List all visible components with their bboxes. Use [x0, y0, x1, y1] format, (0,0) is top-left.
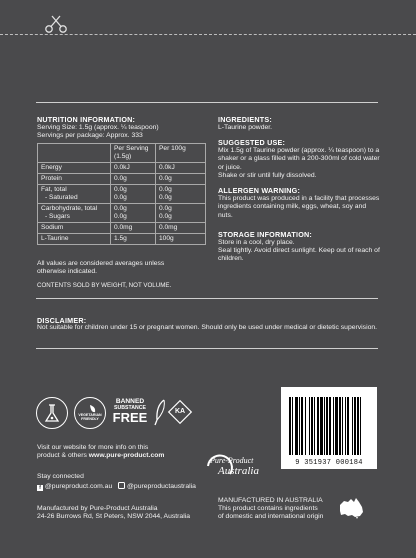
banned-line-2: SUBSTANCE: [114, 405, 146, 411]
row-label: Energy: [38, 163, 111, 174]
row-sublabel: - Saturated: [45, 194, 78, 201]
suggested-use-text: Mix 1.5g of Taurine powder (approx. ¼ teaspoon) to a shaker or a glass filled with a 200-300ml of cold water or juice.: [218, 147, 380, 171]
contents-note: CONTENTS SOLD BY WEIGHT, NOT VOLUME.: [37, 282, 172, 289]
barcode-bar: [352, 397, 353, 455]
divider: [36, 102, 378, 103]
disclaimer-text: Not suitable for children under 15 or pregnant women. Should only be used under medical or dietetic supervision.: [37, 324, 378, 331]
barcode-bar: [305, 397, 306, 455]
barcode-bar: [354, 397, 356, 455]
logo-country: Australia: [218, 465, 259, 477]
feather-icon: [154, 398, 166, 426]
per-100g-value: 0.0g: [156, 174, 206, 185]
manufacturer-line-2: 24-26 Burrows Rd, St Peters, NSW 2044, Australia: [37, 513, 190, 520]
per-serving-value: 0.0g: [114, 213, 127, 220]
barcode-bar: [295, 397, 298, 455]
storage-heading: STORAGE INFORMATION:: [218, 230, 312, 239]
instagram-handle[interactable]: @pureproductaustralia: [127, 483, 196, 490]
table-header-cell: Per Serving (1.5g): [111, 144, 156, 163]
allergen-heading: ALLERGEN WARNING:: [218, 186, 301, 195]
barcode-bar: [309, 397, 310, 455]
table-row: [38, 163, 206, 174]
ingredients-heading: INGREDIENTS:: [218, 115, 272, 124]
origin-line-3: of domestic and international origin: [218, 513, 324, 520]
website-prefix: product & others: [37, 452, 89, 459]
per-100g-value: 100g: [156, 234, 206, 245]
row-label: Fat, total: [41, 186, 67, 193]
nutrition-heading: NUTRITION INFORMATION:: [37, 115, 136, 124]
barcode-digits: 9 351937 000184: [295, 459, 363, 467]
divider: [36, 348, 378, 349]
suggested-use-text-2: Shake or stir until fully dissolved.: [218, 172, 317, 179]
logo-brand: Pure-Product: [210, 456, 254, 465]
barcode-bar: [342, 397, 343, 455]
row-label: Sodium: [38, 223, 111, 234]
australia-map-icon: [337, 496, 365, 520]
barcode-bar: [301, 397, 303, 455]
row-label: Protein: [38, 174, 111, 185]
cut-line: [0, 34, 416, 35]
ingredients-text: L-Taurine powder.: [218, 124, 273, 131]
barcode-bar: [311, 397, 313, 455]
per-serving-value: 1.5g: [111, 234, 156, 245]
facebook-icon[interactable]: f: [37, 485, 43, 491]
divider: [36, 298, 378, 299]
barcode: [289, 397, 371, 455]
per-serving-value: 0.0mg: [111, 223, 156, 234]
barcode-bar: [345, 397, 346, 455]
barcode-bar: [329, 397, 331, 455]
website-link[interactable]: www.pure-product.com: [88, 452, 165, 459]
allergen-text: This product was produced in a facility that processes ingredients containing milk, eggs, wheat, soy and nuts.: [218, 195, 380, 219]
vegetarian-friendly-icon: [74, 397, 106, 429]
averages-note: All values are considered averages unless otherwise indicated.: [37, 260, 165, 276]
website-line-1: Visit our website for more info on this: [37, 444, 149, 451]
barcode-bar: [339, 397, 341, 455]
social-heading: Stay connected: [37, 473, 84, 480]
vegetarian-badge-label: VEGETARIAN FRIENDLY: [78, 413, 102, 421]
barcode-bar: [314, 397, 315, 455]
barcode-bar: [292, 397, 293, 455]
barcode-bar: [326, 397, 328, 455]
per-serving-value: 0.0g: [114, 194, 127, 201]
per-serving-value: 0.0g: [114, 186, 127, 193]
suggested-use-heading: SUGGESTED USE:: [218, 138, 286, 147]
per-serving-value: 0.0kJ: [111, 163, 156, 174]
facebook-handle[interactable]: @pureproduct.com.au: [44, 483, 113, 490]
lab-tested-icon: [36, 397, 68, 429]
per-100g-value: 0.0g: [159, 213, 172, 220]
barcode-bar: [357, 397, 359, 455]
serving-size: Serving Size: 1.5g (approx. ¼ teaspoon): [37, 124, 159, 131]
table-header-cell: Per 100g: [156, 144, 206, 163]
barcode-bar: [299, 397, 300, 455]
barcode-bar: [335, 397, 338, 455]
origin-line-2: This product contains ingredients: [218, 505, 318, 512]
per-100g-value: 0.0g: [159, 186, 172, 193]
banned-line-3: FREE: [112, 410, 148, 425]
row-label: L-Taurine: [38, 234, 111, 245]
row-label: Carbohydrate, total: [41, 205, 98, 212]
nutrition-table: [37, 143, 206, 245]
row-sublabel: - Sugars: [45, 213, 70, 220]
instagram-icon[interactable]: [118, 482, 125, 489]
table-row: [38, 234, 206, 245]
scissors-icon: [44, 14, 68, 36]
barcode-bar: [360, 397, 361, 455]
table-row: [38, 185, 206, 204]
table-row: [38, 204, 206, 223]
per-100g-value: 0.0mg: [156, 223, 206, 234]
manufacturer-line-1: Manufactured by Pure-Product Australia: [37, 505, 158, 512]
halal-badge-label: KA: [174, 408, 186, 415]
per-100g-value: 0.0g: [159, 194, 172, 201]
halal-badge: [166, 398, 194, 426]
disclaimer-heading: DISCLAIMER:: [37, 316, 87, 325]
per-100g-value: 0.0kJ: [156, 163, 206, 174]
banned-substance-free-badge: [110, 398, 150, 425]
barcode-bar: [347, 397, 349, 455]
banned-line-1: BANNED: [115, 398, 145, 405]
barcode-label: [281, 387, 377, 469]
servings-per-package: Servings per package: Approx. 333: [37, 132, 143, 139]
per-serving-value: 0.0g: [111, 174, 156, 185]
table-row: [38, 174, 206, 185]
barcode-bar: [324, 397, 325, 455]
barcode-bar: [333, 397, 334, 455]
website-line-2: [37, 452, 164, 460]
barcode-bar: [289, 397, 291, 455]
per-serving-value: 0.0g: [114, 205, 127, 212]
pure-product-logo: [202, 447, 277, 487]
barcode-bar: [317, 397, 319, 455]
table-row: [38, 223, 206, 234]
table-header-row: [38, 144, 206, 163]
storage-line-2: Seal tightly. Avoid direct sunlight. Keep out of reach of children.: [218, 247, 380, 263]
barcode-bar: [320, 397, 323, 455]
social-row: [37, 482, 196, 491]
per-100g-value: 0.0g: [159, 205, 172, 212]
storage-line-1: Store in a cool, dry place.: [218, 239, 295, 246]
origin-line-1: MANUFACTURED IN AUSTRALIA: [218, 497, 323, 504]
table-header-cell: [38, 144, 111, 163]
